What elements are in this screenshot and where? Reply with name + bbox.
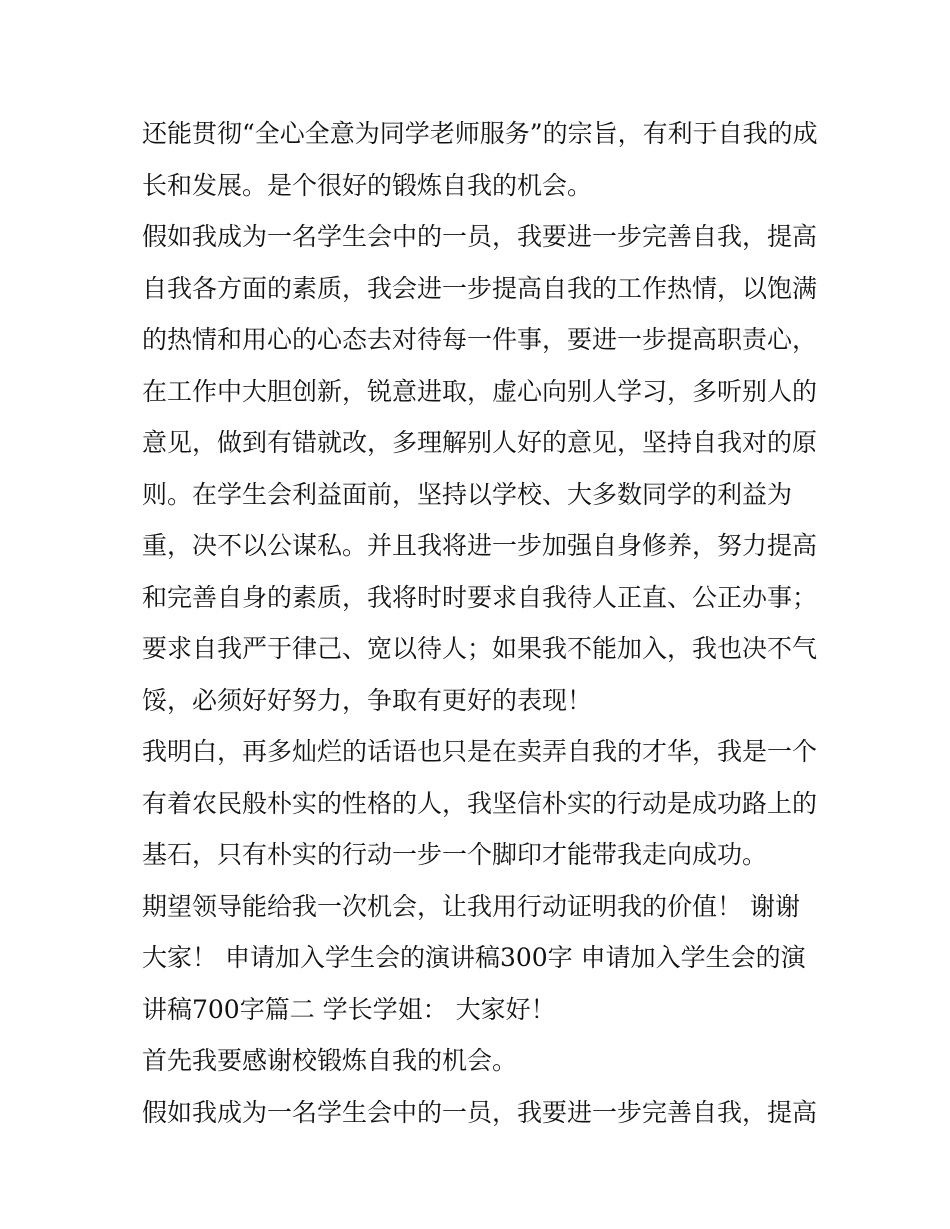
text-line: 大家！ 申请加入学生会的演讲稿300字 申请加入学生会的演 [142, 943, 806, 972]
text-line: 意见，做到有错就改，多理解别人好的意见，坚持自我对的原 [142, 428, 818, 457]
text-line: 要求自我严于律己、宽以待人；如果我不能加入，我也决不气 [142, 634, 818, 663]
text-line: 馁，必须好好努力，争取有更好的表现！ [142, 685, 593, 715]
text-line: 有着农民般朴实的性格的人，我坚信朴实的行动是成功路上的 [142, 788, 818, 818]
text-line: 讲稿700字篇二 学长学姐： 大家好！ [142, 994, 556, 1024]
text-line: 首先我要感谢校锻炼自我的机会。 [142, 1046, 518, 1075]
document-body [142, 108, 822, 1138]
text-line: 在工作中大胆创新，锐意进取，虚心向别人学习，多听别人的 [142, 376, 818, 406]
text-line: 的热情和用心的心态去对待每一件事，要进一步提高职责心， [142, 325, 818, 354]
text-line: 假如我成为一名学生会中的一员，我要进一步完善自我，提高 [142, 1097, 818, 1127]
text-line: 和完善自身的素质，我将时时要求自我待人正直、公正办事； [142, 582, 818, 612]
text-line: 长和发展。是个很好的锻炼自我的机会。 [142, 170, 593, 200]
text-line: 基石，只有朴实的行动一步一个脚印才能带我走向成功。 [142, 840, 768, 869]
text-line: 则。在学生会利益面前，坚持以学校、大多数同学的利益为 [142, 479, 793, 509]
text-line: 我明白，再多灿烂的话语也只是在卖弄自我的才华，我是一个 [142, 737, 818, 766]
text-line: 假如我成为一名学生会中的一员，我要进一步完善自我，提高 [142, 222, 818, 251]
text-line: 还能贯彻“全心全意为同学老师服务”的宗旨，有利于自我的成 [142, 119, 818, 148]
text-line: 期望领导能给我一次机会，让我用行动证明我的价值！ 谢谢 [142, 891, 800, 921]
text-line: 自我各方面的素质，我会进一步提高自我的工作热情，以饱满 [142, 273, 818, 303]
text-line: 重，决不以公谋私。并且我将进一步加强自身修养，努力提高 [142, 531, 818, 560]
